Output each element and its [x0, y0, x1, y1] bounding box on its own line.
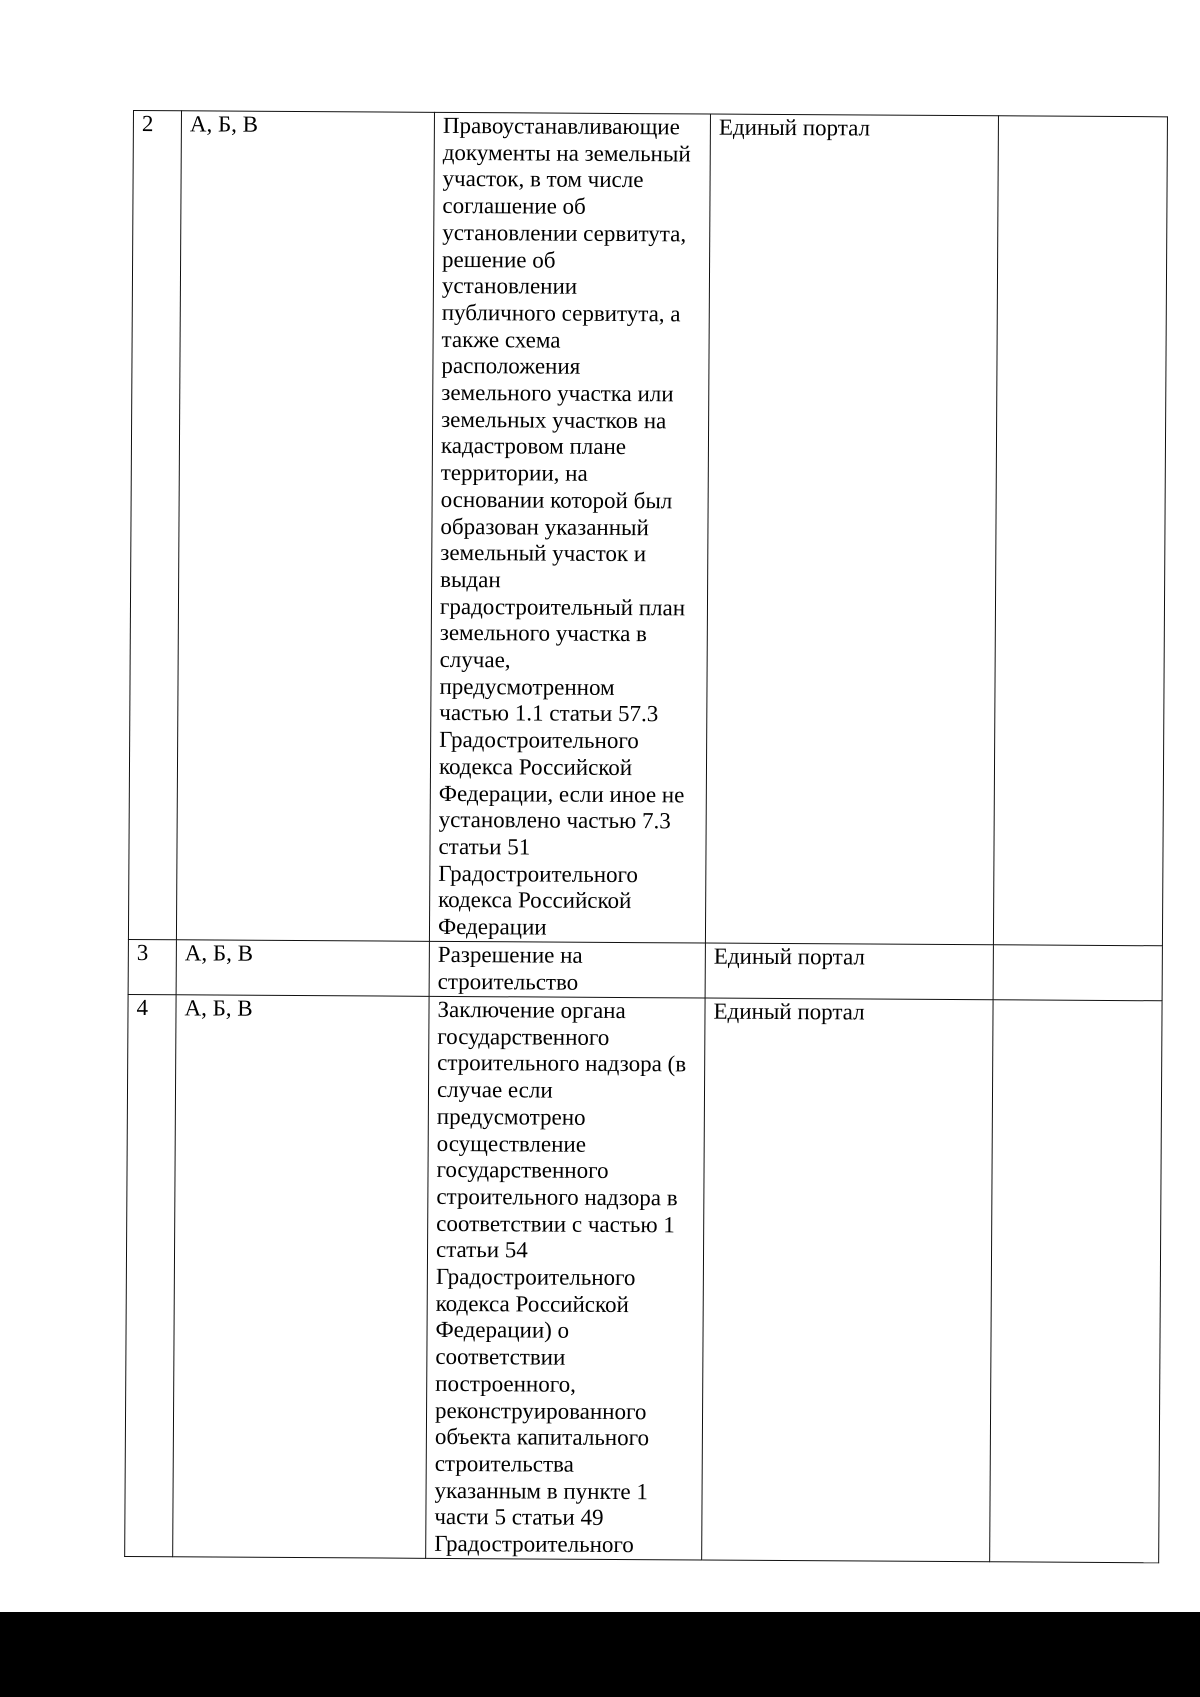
document-cell	[429, 941, 705, 998]
source-cell	[705, 114, 998, 945]
row-document: Разрешение на строительство	[437, 941, 583, 995]
row-number: 4	[136, 995, 149, 1021]
categories-cell	[173, 995, 429, 1558]
row-categories: А, Б, В	[189, 111, 259, 137]
row-number-cell	[128, 111, 181, 940]
row-categories: А, Б, В	[184, 995, 253, 1021]
scan-border	[0, 1612, 1200, 1697]
source-cell	[702, 998, 993, 1562]
row-document: Правоустанавливающие документы на земельный участок, в том числе соглашение об установлении сервитута, решение об установлении публичного сервитута, а также схема расположения земельного участка или земельных участков на кадастровом плане территории, на основании которой был образован указанный земельный участок и выдан градостроительный план земельного участка в случае, предусмотренном частью 1.1 статьи 57.3 Градостроительного кодекса Российской Федерации, если иное не установлено частью 7.3 статьи 51 Градостроительного кодекса Российской Федерации	[437, 112, 691, 940]
categories-cell	[176, 940, 429, 997]
row-document: Заключение органа государственного строительного надзора (в случае если предусмотрено осуществление государственного строительного надзора в соответствии с частью 1 статьи 54 Градостроительного кодекса Российской Федерации) о соответствии построенного, реконструированного объекта капитального строительства указанным в пункте 1 части 5 статьи 49 Градостроительного	[434, 996, 687, 1558]
row-categories: А, Б, В	[184, 940, 254, 966]
extra-cell	[993, 945, 1162, 1001]
row-source: Единый портал	[713, 998, 865, 1025]
table-row	[128, 939, 1162, 1000]
row-source: Единый портал	[718, 114, 871, 141]
row-number-cell	[125, 994, 176, 1556]
document-cell	[429, 112, 710, 943]
categories-cell	[176, 111, 434, 942]
row-number: 3	[136, 940, 149, 966]
table-row	[125, 994, 1162, 1562]
documents-table	[124, 110, 1168, 1563]
extra-cell	[990, 1000, 1162, 1563]
source-cell	[705, 943, 993, 1000]
row-number: 2	[141, 111, 154, 137]
row-number-cell	[128, 939, 176, 994]
table-row	[128, 111, 1167, 946]
document-cell	[426, 996, 705, 1559]
row-extra	[1002, 945, 1154, 946]
row-extra	[1007, 116, 1159, 117]
extra-cell	[993, 116, 1167, 946]
row-source: Единый портал	[713, 943, 866, 970]
row-extra	[1002, 1000, 1154, 1001]
